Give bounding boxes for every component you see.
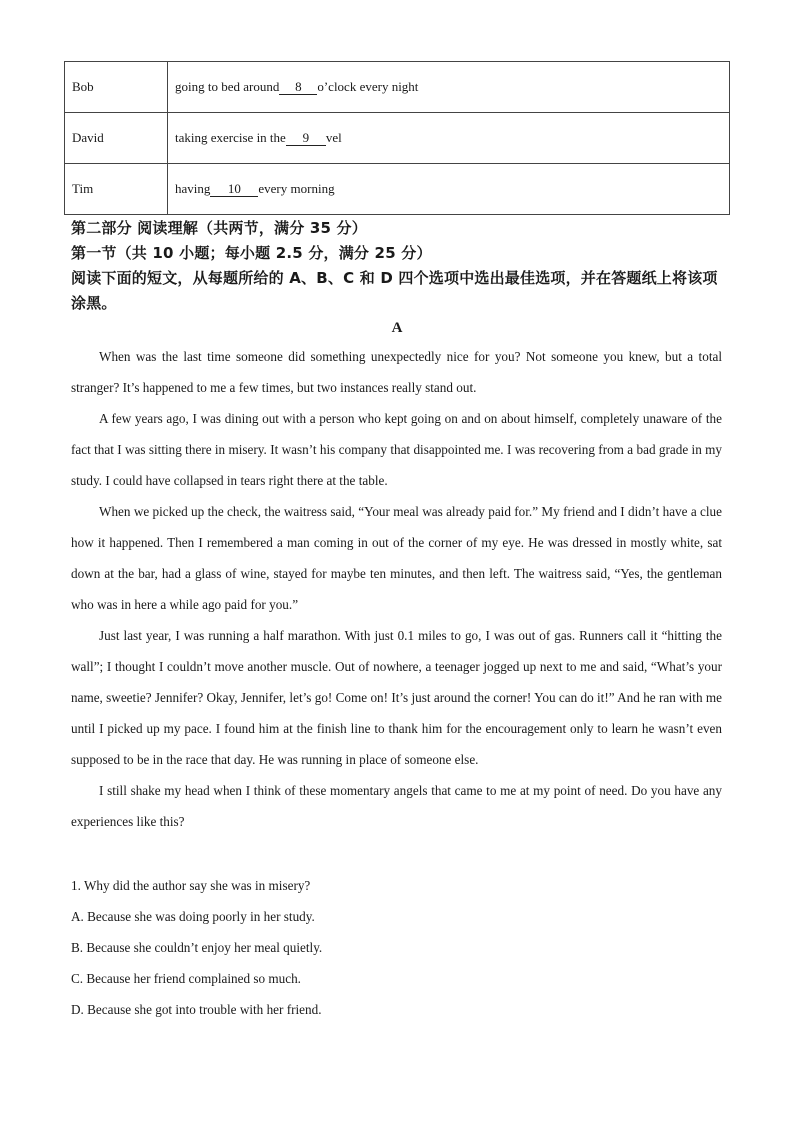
table-row [65,164,730,215]
option-c[interactable]: C. Because her friend complained so much. [71,971,301,986]
table-row [65,62,730,113]
part-heading: 第二部分 阅读理解（共两节，满分 35 分） [71,219,367,237]
table-cell-name: Bob [65,62,168,113]
table-cell-activity [168,62,730,113]
answer-blank: 9 [286,131,326,146]
section-headings [71,216,729,316]
option-b[interactable]: B. Because she couldn’t enjoy her meal quietly. [71,940,323,955]
table-cell-name: Tim [65,164,168,215]
table-cell-name: David [65,113,168,164]
question-stem: 1. Why did the author say she was in misery? [71,878,311,893]
activity-text-before: taking exercise in the [175,130,286,145]
table-cell-activity [168,164,730,215]
answer-blank: 10 [210,182,258,197]
table-cell-activity [168,113,730,164]
option-d[interactable]: D. Because she got into trouble with her friend. [71,1002,322,1017]
activity-text-after: o’clock every night [317,79,419,94]
answer-blank: 8 [279,80,317,95]
activity-text-after: vel [325,130,342,145]
passage-paragraph: A few years ago, I was dining out with a person who kept going on and on about himself, completely unaware of the fact that I was sitting there in misery. It wasn’t his company that disappointed me. I was recovering from a bad grade in my study. I could have collapsed in tears right there at the table. [71,411,722,488]
activity-text-before: going to bed around [175,79,280,94]
passage-paragraph: I still shake my head when I think of these momentary angels that came to me at my point of need. Do you have any experiences like this? [71,783,722,829]
table-row [65,113,730,164]
passage-paragraph: Just last year, I was running a half marathon. With just 0.1 miles to go, I was out of gas. Runners call it “hitting the wall”; I thought I couldn’t move another muscle. Out of nowhere, a teenager jogged up next to me and said, “What’s your name, sweetie? Jennifer? Okay, Jennifer, let’s go! Come on! It’s just around the corner! You can do it!” And he ran with me until I picked up my pace. I found him at the finish line to thank him for the encouragement only to learn he wasn’t even supposed to be in the race that day. He was running in place of someone else. [71,628,722,767]
activity-text-after: every morning [258,181,335,196]
reading-passage [71,341,722,837]
passage-label: A [391,320,403,336]
passage-paragraph: When was the last time someone did something unexpectedly nice for you? Not someone you knew, but a total stranger? It’s happened to me a few times, but two instances really stand out. [71,349,722,395]
instruction-text: 阅读下面的短文，从每题所给的 A、B、C 和 D 四个选项中选出最佳选项，并在答题纸上将该项涂黑。 [71,269,718,312]
passage-paragraph: When we picked up the check, the waitress said, “Your meal was already paid for.” My friend and I didn’t have a clue how it happened. Then I remembered a man coming in out of the corner of my eye. He was dressed in mostly white, sat down at the bar, had a glass of wine, stayed for maybe ten minutes, and then left. The waitress said, “Yes, the gentleman who was in here a while ago paid for you.” [71,504,722,612]
activity-text-before: having [175,181,211,196]
fill-in-table [64,61,730,215]
option-a[interactable]: A. Because she was doing poorly in her study. [71,909,315,924]
question-block [71,870,722,1025]
section-heading: 第一节（共 10 小题；每小题 2.5 分，满分 25 分） [71,244,432,262]
